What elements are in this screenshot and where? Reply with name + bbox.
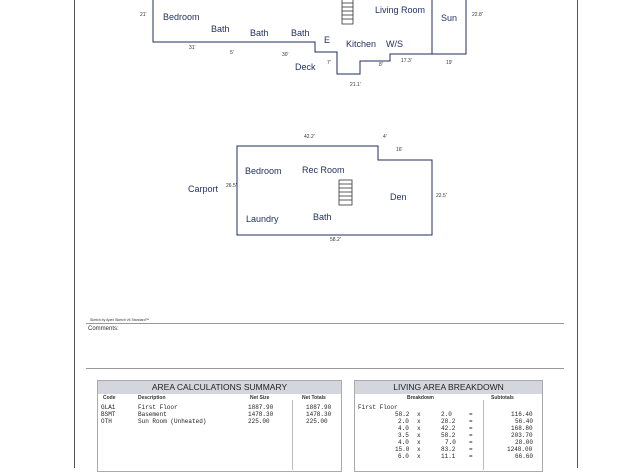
area-summary-title: AREA CALCULATIONS SUMMARY	[98, 381, 341, 394]
header-breakdown: Breakdown	[407, 395, 434, 401]
breakdown-a: 58.2	[395, 411, 410, 418]
breakdown-x: x	[417, 411, 421, 418]
breakdown-subtotal: 168.80	[511, 425, 533, 432]
breakdown-b: 2.0	[441, 411, 452, 418]
room-bath-3: Bath	[291, 28, 310, 38]
row-net-total: 1887.90	[306, 404, 332, 411]
header-subtotals: Subtotals	[491, 395, 514, 401]
breakdown-a: 15.0	[395, 446, 410, 453]
breakdown-subtotal: 116.40	[511, 411, 533, 418]
sketch-credit: Sketch by Apex Sketch v5 Standard™	[90, 318, 150, 322]
room-bedroom-upper: Bedroom	[163, 12, 200, 22]
breakdown-x: x	[417, 432, 421, 439]
dim-upper-notch: 5'	[230, 50, 234, 56]
breakdown-x: x	[417, 425, 421, 432]
breakdown-eq: =	[469, 432, 473, 439]
room-rec-room: Rec Room	[302, 165, 345, 175]
dim-upper-left: 21'	[140, 12, 147, 18]
breakdown-eq: =	[469, 446, 473, 453]
breakdown-b: 83.2	[441, 446, 456, 453]
row-description: First Floor	[138, 404, 178, 411]
dim-deck-bottom: 21.1'	[350, 82, 361, 88]
room-bath-lower: Bath	[313, 212, 332, 222]
breakdown-a: 3.5	[398, 432, 409, 439]
dim-lower-top: 42.2'	[304, 134, 315, 140]
breakdown-a: 4.0	[398, 425, 409, 432]
first-floor-stairs	[342, 0, 353, 24]
breakdown-b: 28.2	[441, 418, 456, 425]
breakdown-subtotal: 28.00	[515, 439, 534, 446]
breakdown-eq: =	[469, 425, 473, 432]
room-sun: Sun	[441, 13, 458, 23]
row-net-size: 1887.90	[248, 404, 274, 411]
breakdown-subtotal: 203.70	[511, 432, 533, 439]
comments-label: Comments:	[88, 326, 119, 332]
room-living-room: Living Room	[375, 5, 426, 15]
breakdown-eq: =	[469, 453, 473, 460]
row-net-size: 1478.30	[248, 411, 274, 418]
breakdown-b: 42.2	[441, 425, 456, 432]
breakdown-subtotal: 56.40	[515, 418, 534, 425]
dim-lower-left: 26.5'	[226, 183, 237, 189]
row-code: GLA1	[101, 404, 116, 411]
row-code: BSMT	[101, 411, 116, 418]
room-deck: Deck	[295, 62, 316, 72]
room-carport: Carport	[188, 184, 219, 194]
room-bath-2: Bath	[250, 28, 269, 38]
breakdown-subtotal: 66.60	[515, 453, 534, 460]
dim-sun-right: 22.8'	[472, 12, 483, 18]
breakdown-eq: =	[469, 418, 473, 425]
row-description: Basement	[138, 411, 167, 418]
area-calculations-summary	[97, 380, 342, 472]
breakdown-b: 7.0	[445, 439, 456, 446]
breakdown-a: 2.0	[398, 418, 409, 425]
header-code: Code	[103, 395, 116, 401]
header-description: Description	[138, 395, 166, 401]
breakdown-b: 11.1	[441, 453, 456, 460]
breakdown-subtotal: 1248.00	[507, 446, 533, 453]
section-label: First Floor	[358, 404, 398, 411]
dim-upper-bottom-left: 31'	[189, 45, 196, 51]
dim-lower-bottom: 58.2'	[330, 237, 341, 243]
breakdown-x: x	[417, 439, 421, 446]
room-laundry: Laundry	[246, 214, 279, 224]
dim-upper-bottom-mid: 30'	[282, 52, 289, 58]
dim-deck-right: 8'	[379, 62, 383, 68]
dim-lower-right: 22.5'	[436, 193, 447, 199]
dim-lower-notch-side: 16'	[396, 147, 403, 153]
row-code: OTH	[101, 418, 112, 425]
row-net-total: 225.00	[306, 418, 328, 425]
comments-divider-bottom	[86, 368, 564, 369]
row-net-total: 1478.30	[306, 411, 332, 418]
header-net-size: Net Size	[250, 395, 270, 401]
dim-lower-notch: 4'	[383, 134, 387, 140]
basement-stairs	[339, 180, 352, 205]
row-description: Sun Room (Unheated)	[138, 418, 207, 425]
dim-ws-bottom: 17.3'	[401, 58, 412, 64]
row-net-size: 225.00	[248, 418, 270, 425]
breakdown-x: x	[417, 418, 421, 425]
header-net-totals: Net Totals	[302, 395, 326, 401]
dim-sun-bottom: 19'	[446, 60, 453, 66]
breakdown-a: 4.0	[398, 439, 409, 446]
room-den: Den	[390, 192, 407, 202]
room-kitchen: Kitchen	[346, 39, 377, 49]
room-bedroom-lower: Bedroom	[245, 166, 282, 176]
room-e: E	[324, 35, 331, 45]
breakdown-x: x	[417, 446, 421, 453]
breakdown-b: 58.2	[441, 432, 456, 439]
room-bath-1: Bath	[211, 24, 230, 34]
room-ws: W/S	[386, 39, 403, 49]
breakdown-eq: =	[469, 411, 473, 418]
living-area-breakdown	[354, 380, 543, 472]
dim-deck-left: 7'	[327, 60, 331, 66]
breakdown-a: 6.0	[398, 453, 409, 460]
living-area-title: LIVING AREA BREAKDOWN	[355, 381, 542, 394]
breakdown-eq: =	[469, 439, 473, 446]
breakdown-x: x	[417, 453, 421, 460]
comments-divider-top	[86, 323, 564, 324]
